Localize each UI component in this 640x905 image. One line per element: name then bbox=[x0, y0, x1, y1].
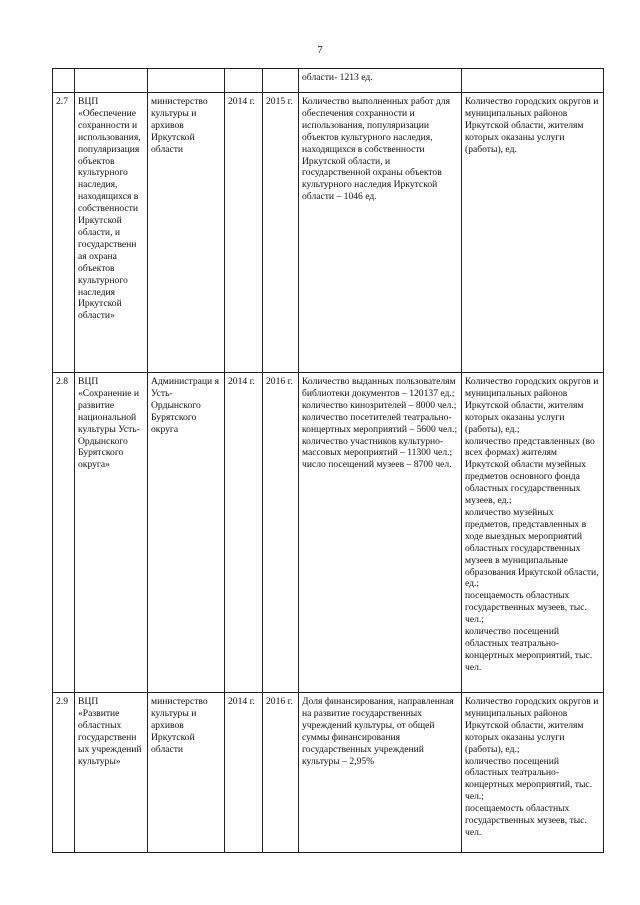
cell-program bbox=[75, 69, 148, 93]
cell-indicators: Количество выполненных работ для обеспечения сохранности и использования, популяризации объектов культурного наследия, находящихся в собственности Иркутской области, и государственной охраны объектов культурного наследия Иркутской области – 1046 ед. bbox=[299, 93, 462, 373]
cell-num: 2.7 bbox=[53, 93, 75, 373]
cell-executor bbox=[148, 69, 225, 93]
cell-num: 2.9 bbox=[53, 693, 75, 853]
cell-indicators: Доля финансирования, направленная на развитие государственных учреждений культуры, от общей суммы финансирования государственных учреждений культуры – 2,95% bbox=[299, 693, 462, 853]
program-table bbox=[52, 68, 604, 853]
table-row-2-9 bbox=[53, 693, 604, 853]
cell-executor: Администраци я Усть-Ордынского Бурятского округа bbox=[148, 373, 225, 693]
cell-targets bbox=[462, 69, 604, 93]
cell-indicators: области- 1213 ед. bbox=[299, 69, 462, 93]
page-number: 7 bbox=[317, 44, 323, 56]
cell-executor: министерство культуры и архивов Иркутской области bbox=[148, 693, 225, 853]
cell-program: ВЦП «Обеспечение сохранности и использования, популяризация объектов культурного наследия, находящихся в собственности Иркутской области, и государственн ая охрана объектов культурного наследия Иркутской области» bbox=[75, 93, 148, 373]
cell-num bbox=[53, 69, 75, 93]
cell-end: 2015 г. bbox=[263, 93, 299, 373]
cell-targets: Количество городских округов и муниципальных районов Иркутской области, жителям которых оказаны услуги (работы), ед. bbox=[462, 93, 604, 373]
cell-end: 2016 г. bbox=[263, 373, 299, 693]
cell-end bbox=[263, 69, 299, 93]
cell-end: 2016 г. bbox=[263, 693, 299, 853]
cell-start: 2014 г. bbox=[225, 93, 263, 373]
cell-start: 2014 г. bbox=[225, 373, 263, 693]
cell-start: 2014 г. bbox=[225, 693, 263, 853]
cell-program: ВЦП «Сохранение и развитие национальной культуры Усть-Ордынского Бурятского округа» bbox=[75, 373, 148, 693]
cell-program: ВЦП «Развитие областных государственн ых учреждений культуры» bbox=[75, 693, 148, 853]
table-row-continuation bbox=[53, 69, 604, 93]
cell-targets: Количество городских округов и муниципальных районов Иркутской области, жителям которых оказаны услуги (работы), ед.; количество посещений областных театрально-концертных мероприятий, тыс. чел.; посещаемость областных государственных музеев, тыс. чел. bbox=[462, 693, 604, 853]
table-row-2-7 bbox=[53, 93, 604, 373]
cell-indicators: Количество выданных пользователям библиотеки документов – 120137 ед.; количество кинозрителей – 8000 чел.; количество посетителей театрально-концертных мероприятий – 5600 чел.; количество участников культурно-массовых мероприятий – 11300 чел.; число посещений музеев – 8700 чел. bbox=[299, 373, 462, 693]
cell-num: 2.8 bbox=[53, 373, 75, 693]
cell-start bbox=[225, 69, 263, 93]
cell-executor: министерство культуры и архивов Иркутской области bbox=[148, 93, 225, 373]
cell-targets: Количество городских округов и муниципальных районов Иркутской области, жителям которых оказаны услуги (работы), ед.; количество представленных (во всех формах) жителям Иркутской области музейных предметов основного фонда областных государственных музеев, ед.; количество музейных предметов, представленных в ходе выездных мероприятий областных государственных музеев в муниципальные образования Иркутской области, ед.; посещаемость областных государственных музеев, тыс. чел.; количество посещений областных театрально-концертных мероприятий, тыс. чел. bbox=[462, 373, 604, 693]
table-row-2-8 bbox=[53, 373, 604, 693]
